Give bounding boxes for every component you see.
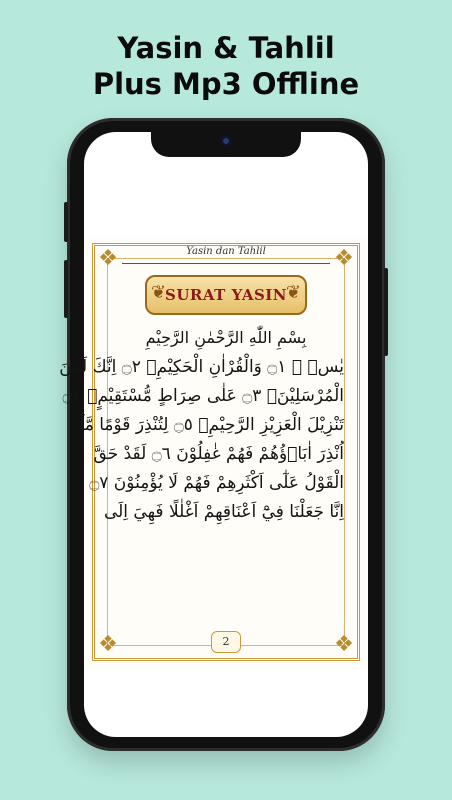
flourish-icon: ❦ [285,282,301,303]
verse-block [59,323,344,527]
promo-title [0,30,452,102]
ornament-icon: ❖ [98,246,118,271]
promo-title-line2: Plus Mp3 Offline [92,67,360,101]
surah-title-banner [145,275,307,315]
volume-up-button [64,202,68,242]
verse-line: الْقَوْلُ عَلٰٓى اَكْثَرِهِمْ فَهُمْ لَا يُؤْمِنُوْنَ ۝٧ [89,473,344,493]
quran-page[interactable] [59,237,366,667]
verse-line: اُنْذِرَ اٰبَاۤؤُهُمْ فَهُمْ غٰفِلُوْنَ ۝٦ لَقَدْ حَقَّ [93,444,344,464]
phone-mockup [59,118,385,751]
verse-line: يٰسۤ ۚ ۝١ وَالْقُرْاٰنِ الْحَكِيْمِۙ ۝٢ اِنَّكَ لَمِنَ [59,357,344,377]
verse-line: الْمُرْسَلِيْنَۙ ۝٣ عَلٰى صِرَاطٍ مُّسْتَقِيْمٍۗ ۝٤ [62,386,344,406]
phone-screen [59,132,368,737]
notch [151,131,301,157]
page-header: Yasin dan Tahlil [186,246,266,257]
volume-down-button [64,260,68,318]
ornament-icon: ❖ [334,246,354,271]
promo-title-line1: Yasin & Tahlil [117,31,335,65]
verse-line: تَنْزِيْلَ الْعَزِيْزِ الرَّحِيْمِۙ ۝٥ لِتُنْذِرَ قَوْمًا مَّآ [79,415,344,435]
page-number: 2 [211,631,241,653]
ornament-icon: ❖ [98,632,118,657]
camera-icon [221,136,231,146]
bismillah-line: بِسْمِ اللّٰهِ الرَّحْمٰنِ الرَّحِيْمِ [145,328,307,347]
surah-title: SURAT YASIN [164,286,288,304]
power-button [384,268,388,356]
flourish-icon: ❦ [151,282,167,303]
ornament-icon: ❖ [334,632,354,657]
verse-line: اِنَّا جَعَلْنَا فِيْٓ اَعْنَاقِهِمْ اَغْلٰلًا فَهِيَ اِلَى [103,502,344,522]
header-divider [122,263,330,264]
